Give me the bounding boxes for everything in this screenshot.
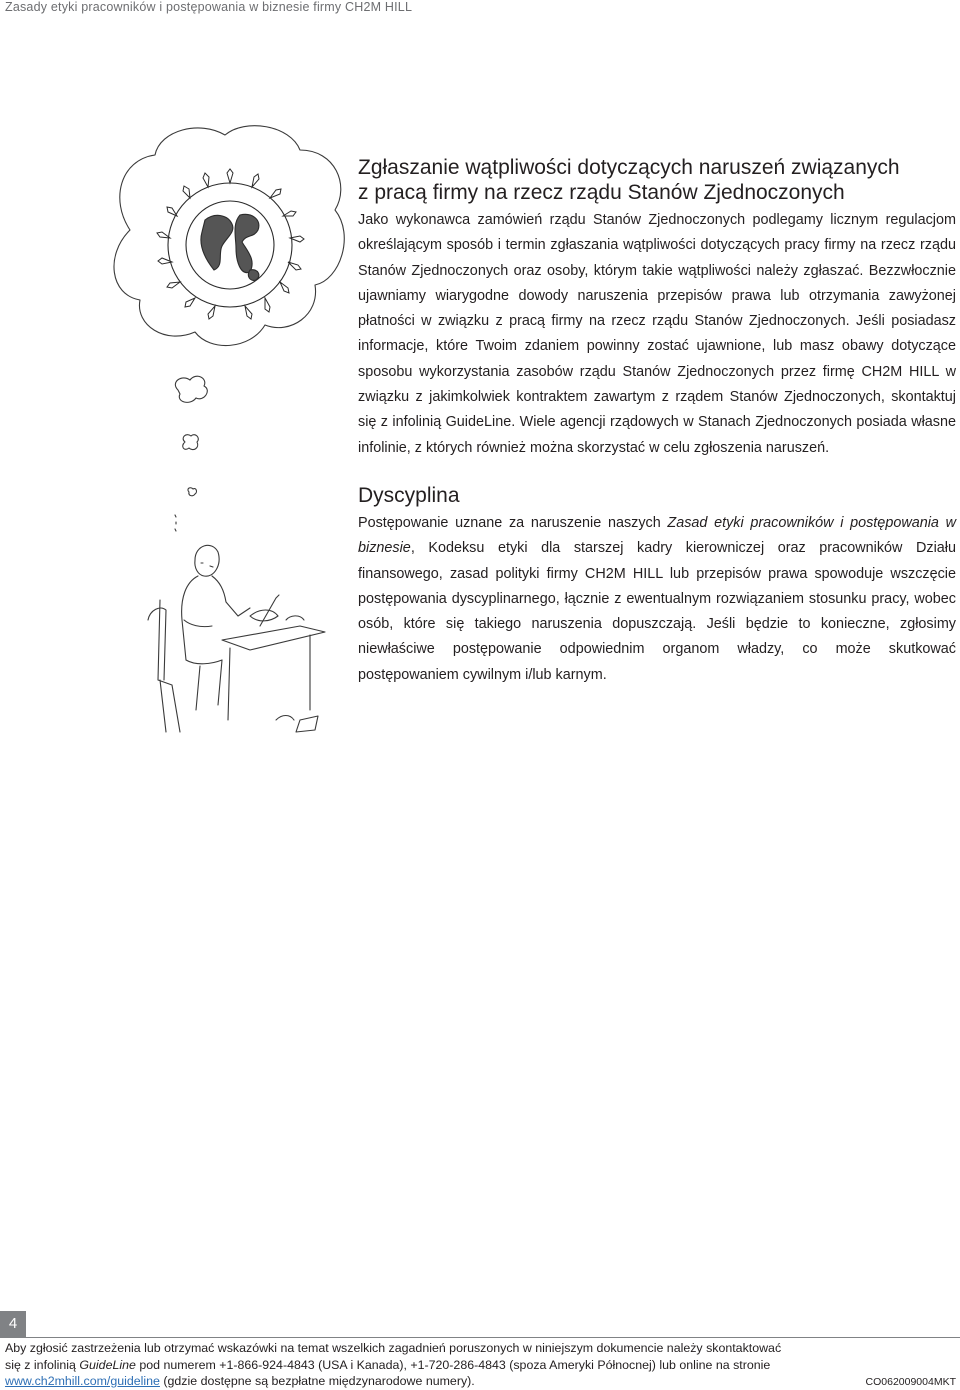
guideline-link[interactable]: www.ch2mhill.com/guideline bbox=[5, 1374, 160, 1388]
footer-divider bbox=[0, 1337, 960, 1338]
section-title-reporting bbox=[358, 155, 956, 205]
section-body-discipline bbox=[358, 511, 956, 688]
document-code: CO062009004MKT bbox=[865, 1376, 956, 1388]
running-header: Zasady etyki pracowników i postępowania w biznesie firmy CH2M HILL bbox=[5, 0, 413, 14]
discipline-intro: Postępowanie uznane za naruszenie naszych bbox=[358, 514, 668, 531]
page-number: 4 bbox=[0, 1311, 26, 1337]
title-line-2: z pracą firmy na rzecz rządu Stanów Zjednoczonych bbox=[358, 181, 845, 204]
section-title-discipline: Dyscyplina bbox=[358, 483, 460, 507]
section-body-reporting: Jako wykonawca zamówień rządu Stanów Zjednoczonych podlegamy licznym regulacjom określającym sposób i termin zgłaszania wątpliwości dotyczących pracy firmy na rzecz rządu Stanów Zjednoczonych oraz osoby, którym takie wątpliwości należy zgłaszać. Bezzwłocznie ujawniamy wiarygodne dowody naruszenia przepisów prawa lub otrzymania zawyżonej płatności w związku z pracą firmy na rzecz rządu Stanów Zjednoczonych. Jeśli posiadasz informacje, które Twoim zdaniem powinny zostać ujawnione, lub masz obawy dotyczące sposobu wykorzystania zasobów rządu Stanów Zjednoczonych przez firmę CH2M HILL w związku z jakimkolwiek kontraktem zawartym z rządem Stanów Zjednoczonych, skontaktuj się z infolinią GuideLine. Wiele agencji rządowych w Stanach Zjednoczonych posiada własne infolinie, z których również można skorzystać w celu zgłoszenia naruszeń. bbox=[358, 212, 956, 456]
globe-icon bbox=[168, 183, 292, 307]
footer-line-3b: (gdzie dostępne są bezpłatne międzynarodowe numery). bbox=[159, 1374, 475, 1388]
footer-line-1: Aby zgłosić zastrzeżenia lub otrzymać wskazówki na temat wszelkich zagadnień poruszonych w niniejszym dokumencie należy skontaktować bbox=[5, 1341, 782, 1355]
sketch-illustration bbox=[100, 120, 360, 760]
discipline-italic: Zasad etyki pracowników i postępowania w biznesie bbox=[358, 514, 956, 557]
title-line-1: Zgłaszanie wątpliwości dotyczących naruszeń związanych bbox=[358, 156, 900, 179]
discipline-rest: , Kodeksu etyki dla starszej kadry kierowniczej oraz pracowników Działu finansowego, zasad polityki firmy CH2M HILL lub przepisów prawa spowoduje wszczęcie postępowania dyscyplinarnego, łącznie z ewentualnym rozwiązaniem stosunku pracy, wobec osób, które się takiego naruszenia dopuszczają. Jeśli będzie to konieczne, zgłosimy niewłaściwe postępowanie odpowiednim organom władzy, co może skutkować postępowaniem cywilnym i/lub karnym. bbox=[358, 540, 956, 683]
footer-guideline: GuideLine bbox=[79, 1357, 136, 1372]
footer-line-2b: pod numerem +1-866-924-4843 (USA i Kanada), +1-720-286-4843 (spoza Ameryki Północnej) lub online na stronie bbox=[135, 1357, 771, 1372]
footer-text bbox=[5, 1340, 865, 1390]
main-content bbox=[358, 155, 956, 688]
footer-line-2a: się z infolinią bbox=[5, 1357, 80, 1372]
